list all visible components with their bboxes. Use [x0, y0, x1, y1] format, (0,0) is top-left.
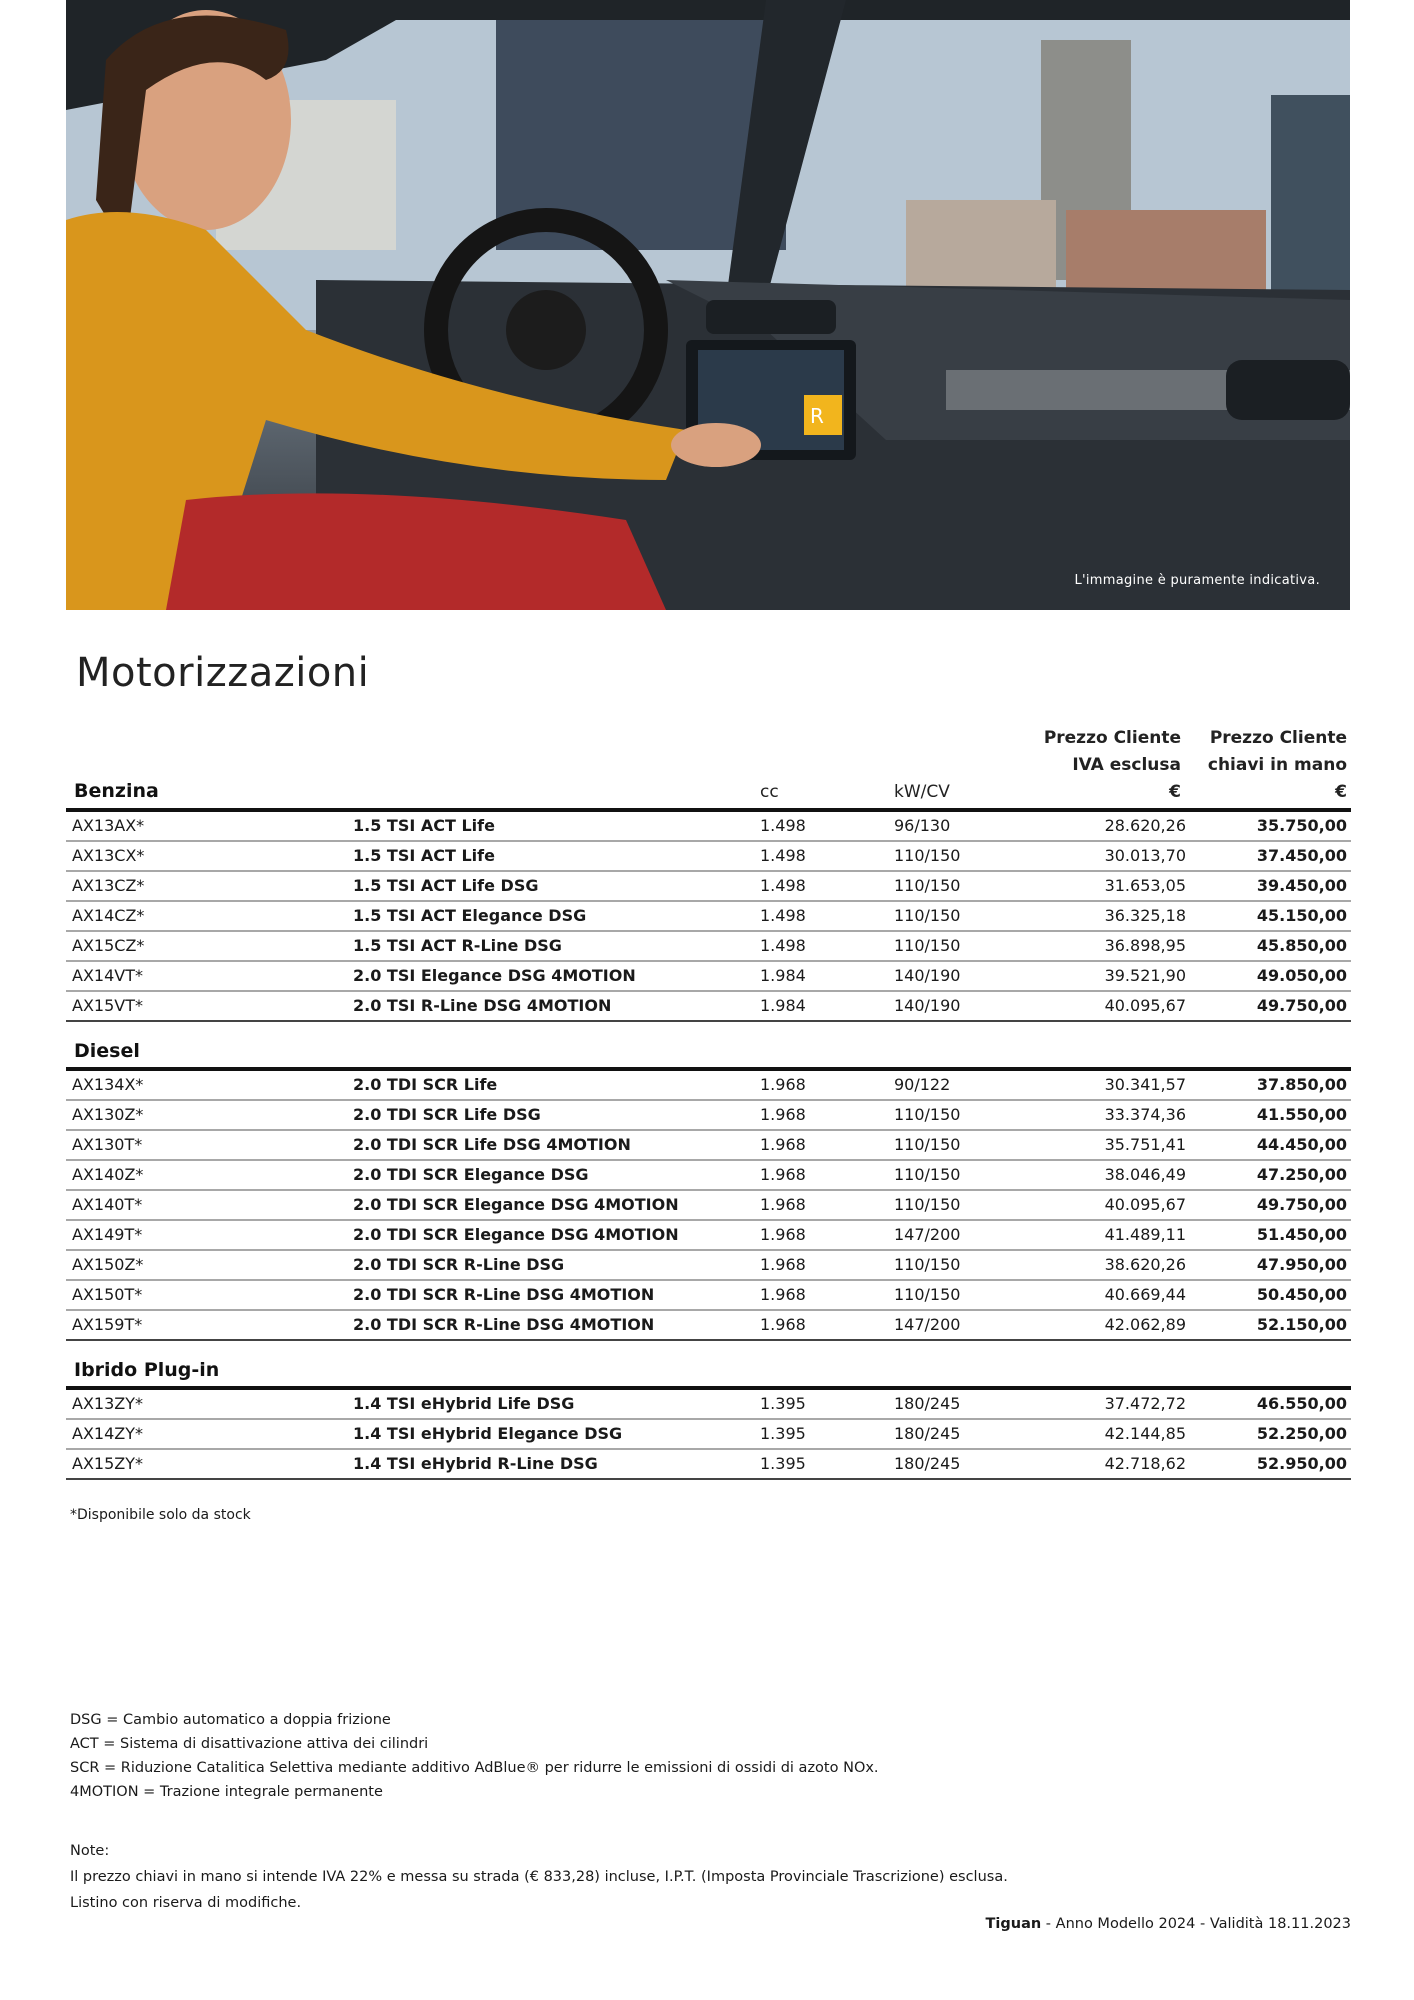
header-cc: cc — [760, 782, 779, 802]
model-name: 1.5 TSI ACT R-Line DSG — [353, 936, 562, 955]
model-code: AX150T* — [72, 1285, 143, 1304]
table-row — [66, 1191, 1351, 1221]
model-code: AX140Z* — [72, 1165, 144, 1184]
legend-line: SCR = Riduzione Catalitica Selettiva mediante additivo AdBlue® per ridurre le emissioni di ossidi di azoto NOx. — [70, 1760, 879, 1776]
model-code: AX149T* — [72, 1225, 143, 1244]
page-footer — [986, 1916, 1351, 1932]
price-net: 40.095,67 — [1104, 996, 1186, 1015]
header-gross-line2: chiavi in mano — [1207, 755, 1347, 775]
car-interior-illustration — [66, 0, 1350, 610]
price-net: 40.095,67 — [1104, 1195, 1186, 1214]
model-name: 1.5 TSI ACT Life DSG — [353, 876, 539, 895]
price-net: 38.046,49 — [1104, 1165, 1186, 1184]
section-title-diesel: Diesel — [74, 1040, 140, 1062]
displacement-cc: 1.968 — [760, 1135, 806, 1154]
displacement-cc: 1.498 — [760, 876, 806, 895]
price-gross: 39.450,00 — [1256, 876, 1347, 895]
power-kw-cv: 110/150 — [894, 936, 961, 955]
price-net: 31.653,05 — [1104, 876, 1186, 895]
model-code: AX15ZY* — [72, 1454, 143, 1473]
displacement-cc: 1.968 — [760, 1105, 806, 1124]
displacement-cc: 1.498 — [760, 906, 806, 925]
displacement-cc: 1.498 — [760, 936, 806, 955]
model-code: AX14ZY* — [72, 1424, 143, 1443]
price-gross: 51.450,00 — [1256, 1225, 1347, 1244]
header-kw: kW/CV — [894, 782, 950, 802]
table-row — [66, 1390, 1351, 1420]
table-row — [66, 962, 1351, 992]
table-row — [66, 812, 1351, 842]
model-name: 1.4 TSI eHybrid Elegance DSG — [353, 1424, 623, 1443]
model-code: AX13AX* — [72, 816, 145, 835]
table-row — [66, 1251, 1351, 1281]
displacement-cc: 1.968 — [760, 1255, 806, 1274]
header-net-line1: Prezzo Cliente — [1043, 728, 1181, 748]
model-code: AX15CZ* — [72, 936, 145, 955]
section-title-benzina: Benzina — [74, 780, 159, 802]
model-name: 2.0 TDI SCR R-Line DSG — [353, 1255, 565, 1274]
power-kw-cv: 90/122 — [894, 1075, 951, 1094]
price-gross: 49.750,00 — [1256, 1195, 1347, 1214]
displacement-cc: 1.968 — [760, 1225, 806, 1244]
model-name: 2.0 TDI SCR R-Line DSG 4MOTION — [353, 1315, 655, 1334]
model-code: AX13CX* — [72, 846, 145, 865]
price-gross: 45.850,00 — [1256, 936, 1347, 955]
header-net-price — [1044, 725, 1181, 806]
price-net: 36.898,95 — [1104, 936, 1186, 955]
model-name: 1.5 TSI ACT Life — [353, 846, 495, 865]
abbreviations-legend — [70, 1708, 879, 1804]
model-name: 1.5 TSI ACT Life — [353, 816, 495, 835]
table-row — [66, 842, 1351, 872]
price-net: 28.620,26 — [1104, 816, 1186, 835]
displacement-cc: 1.498 — [760, 816, 806, 835]
page-title: Motorizzazioni — [76, 650, 370, 696]
image-disclaimer: L'immagine è puramente indicativa. — [1074, 573, 1320, 588]
price-gross: 35.750,00 — [1256, 816, 1347, 835]
model-name: 2.0 TDI SCR R-Line DSG 4MOTION — [353, 1285, 655, 1304]
notes-title: Note: — [70, 1843, 110, 1859]
model-code: AX13ZY* — [72, 1394, 143, 1413]
price-gross: 46.550,00 — [1256, 1394, 1347, 1413]
header-net-currency: € — [1169, 782, 1181, 802]
table-row — [66, 1221, 1351, 1251]
footer-model: Tiguan — [985, 1916, 1042, 1932]
power-kw-cv: 96/130 — [894, 816, 951, 835]
power-kw-cv: 110/150 — [894, 1135, 961, 1154]
model-name: 2.0 TDI SCR Elegance DSG 4MOTION — [353, 1225, 679, 1244]
price-gross: 37.850,00 — [1256, 1075, 1347, 1094]
power-kw-cv: 110/150 — [894, 1255, 961, 1274]
model-code: AX15VT* — [72, 996, 143, 1015]
header-gross-currency: € — [1335, 782, 1347, 802]
model-name: 2.0 TDI SCR Life DSG 4MOTION — [353, 1135, 631, 1154]
table-row — [66, 1281, 1351, 1311]
stock-footnote: *Disponibile solo da stock — [70, 1507, 251, 1523]
table-row — [66, 992, 1351, 1022]
table-row — [66, 872, 1351, 902]
price-gross: 47.250,00 — [1256, 1165, 1347, 1184]
model-name: 1.4 TSI eHybrid R-Line DSG — [353, 1454, 598, 1473]
displacement-cc: 1.395 — [760, 1454, 806, 1473]
power-kw-cv: 140/190 — [894, 996, 961, 1015]
power-kw-cv: 147/200 — [894, 1225, 961, 1244]
model-name: 2.0 TSI Elegance DSG 4MOTION — [353, 966, 636, 985]
model-code: AX130T* — [72, 1135, 143, 1154]
hero-image — [66, 0, 1350, 610]
price-gross: 37.450,00 — [1256, 846, 1347, 865]
model-code: AX134X* — [72, 1075, 144, 1094]
displacement-cc: 1.968 — [760, 1315, 806, 1334]
price-gross: 47.950,00 — [1256, 1255, 1347, 1274]
power-kw-cv: 110/150 — [894, 906, 961, 925]
price-net: 33.374,36 — [1104, 1105, 1186, 1124]
model-name: 2.0 TDI SCR Elegance DSG — [353, 1165, 589, 1184]
model-code: AX140T* — [72, 1195, 143, 1214]
table-row — [66, 1420, 1351, 1450]
price-net: 41.489,11 — [1104, 1225, 1186, 1244]
table-row — [66, 932, 1351, 962]
price-gross: 49.050,00 — [1256, 966, 1347, 985]
power-kw-cv: 140/190 — [894, 966, 961, 985]
table-benzina — [66, 812, 1351, 1022]
price-gross: 52.950,00 — [1256, 1454, 1347, 1473]
power-kw-cv: 110/150 — [894, 876, 961, 895]
model-code: AX14CZ* — [72, 906, 145, 925]
header-gross-price — [1208, 725, 1347, 806]
model-code: AX130Z* — [72, 1105, 144, 1124]
power-kw-cv: 110/150 — [894, 846, 961, 865]
power-kw-cv: 110/150 — [894, 1195, 961, 1214]
screen-badge: R — [810, 404, 824, 428]
power-kw-cv: 110/150 — [894, 1285, 961, 1304]
price-gross: 52.250,00 — [1256, 1424, 1347, 1443]
price-net: 35.751,41 — [1104, 1135, 1186, 1154]
table-plugin — [66, 1390, 1351, 1480]
model-code: AX13CZ* — [72, 876, 145, 895]
price-net: 36.325,18 — [1104, 906, 1186, 925]
model-code: AX159T* — [72, 1315, 143, 1334]
model-name: 2.0 TDI SCR Elegance DSG 4MOTION — [353, 1195, 679, 1214]
legend-line: DSG = Cambio automatico a doppia frizione — [70, 1712, 391, 1728]
price-gross: 49.750,00 — [1256, 996, 1347, 1015]
model-name: 1.4 TSI eHybrid Life DSG — [353, 1394, 575, 1413]
price-net: 39.521,90 — [1104, 966, 1186, 985]
power-kw-cv: 180/245 — [894, 1424, 961, 1443]
header-net-line2: IVA esclusa — [1072, 755, 1181, 775]
table-diesel — [66, 1071, 1351, 1341]
table-row — [66, 1101, 1351, 1131]
price-net: 42.718,62 — [1104, 1454, 1186, 1473]
power-kw-cv: 180/245 — [894, 1454, 961, 1473]
price-gross: 52.150,00 — [1256, 1315, 1347, 1334]
model-code: AX150Z* — [72, 1255, 144, 1274]
model-code: AX14VT* — [72, 966, 143, 985]
displacement-cc: 1.968 — [760, 1165, 806, 1184]
model-name: 1.5 TSI ACT Elegance DSG — [353, 906, 587, 925]
table-row — [66, 1450, 1351, 1480]
model-name: 2.0 TSI R-Line DSG 4MOTION — [353, 996, 612, 1015]
notes-line: Listino con riserva di modifiche. — [70, 1895, 302, 1911]
notes-line: Il prezzo chiavi in mano si intende IVA 22% e messa su strada (€ 833,28) incluse, I.P.T. (Imposta Provinciale Trascrizione) esclusa. — [70, 1869, 1008, 1885]
displacement-cc: 1.498 — [760, 846, 806, 865]
notes-block — [70, 1838, 1008, 1916]
price-net: 38.620,26 — [1104, 1255, 1186, 1274]
displacement-cc: 1.984 — [760, 996, 806, 1015]
displacement-cc: 1.968 — [760, 1285, 806, 1304]
power-kw-cv: 180/245 — [894, 1394, 961, 1413]
displacement-cc: 1.984 — [760, 966, 806, 985]
model-name: 2.0 TDI SCR Life DSG — [353, 1105, 541, 1124]
legend-line: ACT = Sistema di disattivazione attiva dei cilindri — [70, 1736, 429, 1752]
footer-validity: - Anno Modello 2024 - Validità 18.11.2023 — [1041, 1916, 1351, 1932]
displacement-cc: 1.968 — [760, 1075, 806, 1094]
table-row — [66, 902, 1351, 932]
price-net: 30.341,57 — [1104, 1075, 1186, 1094]
price-net: 40.669,44 — [1104, 1285, 1186, 1304]
table-row — [66, 1161, 1351, 1191]
model-name: 2.0 TDI SCR Life — [353, 1075, 498, 1094]
price-net: 30.013,70 — [1104, 846, 1186, 865]
displacement-cc: 1.395 — [760, 1424, 806, 1443]
displacement-cc: 1.395 — [760, 1394, 806, 1413]
price-net: 42.062,89 — [1104, 1315, 1186, 1334]
table-row — [66, 1131, 1351, 1161]
power-kw-cv: 110/150 — [894, 1165, 961, 1184]
price-gross: 44.450,00 — [1256, 1135, 1347, 1154]
price-net: 37.472,72 — [1104, 1394, 1186, 1413]
legend-line: 4MOTION = Trazione integrale permanente — [70, 1784, 383, 1800]
table-row — [66, 1071, 1351, 1101]
price-gross: 50.450,00 — [1256, 1285, 1347, 1304]
section-title-plugin: Ibrido Plug-in — [74, 1359, 220, 1381]
price-gross: 45.150,00 — [1256, 906, 1347, 925]
displacement-cc: 1.968 — [760, 1195, 806, 1214]
power-kw-cv: 147/200 — [894, 1315, 961, 1334]
table-row — [66, 1311, 1351, 1341]
header-gross-line1: Prezzo Cliente — [1209, 728, 1347, 748]
price-net: 42.144,85 — [1104, 1424, 1186, 1443]
price-gross: 41.550,00 — [1256, 1105, 1347, 1124]
power-kw-cv: 110/150 — [894, 1105, 961, 1124]
